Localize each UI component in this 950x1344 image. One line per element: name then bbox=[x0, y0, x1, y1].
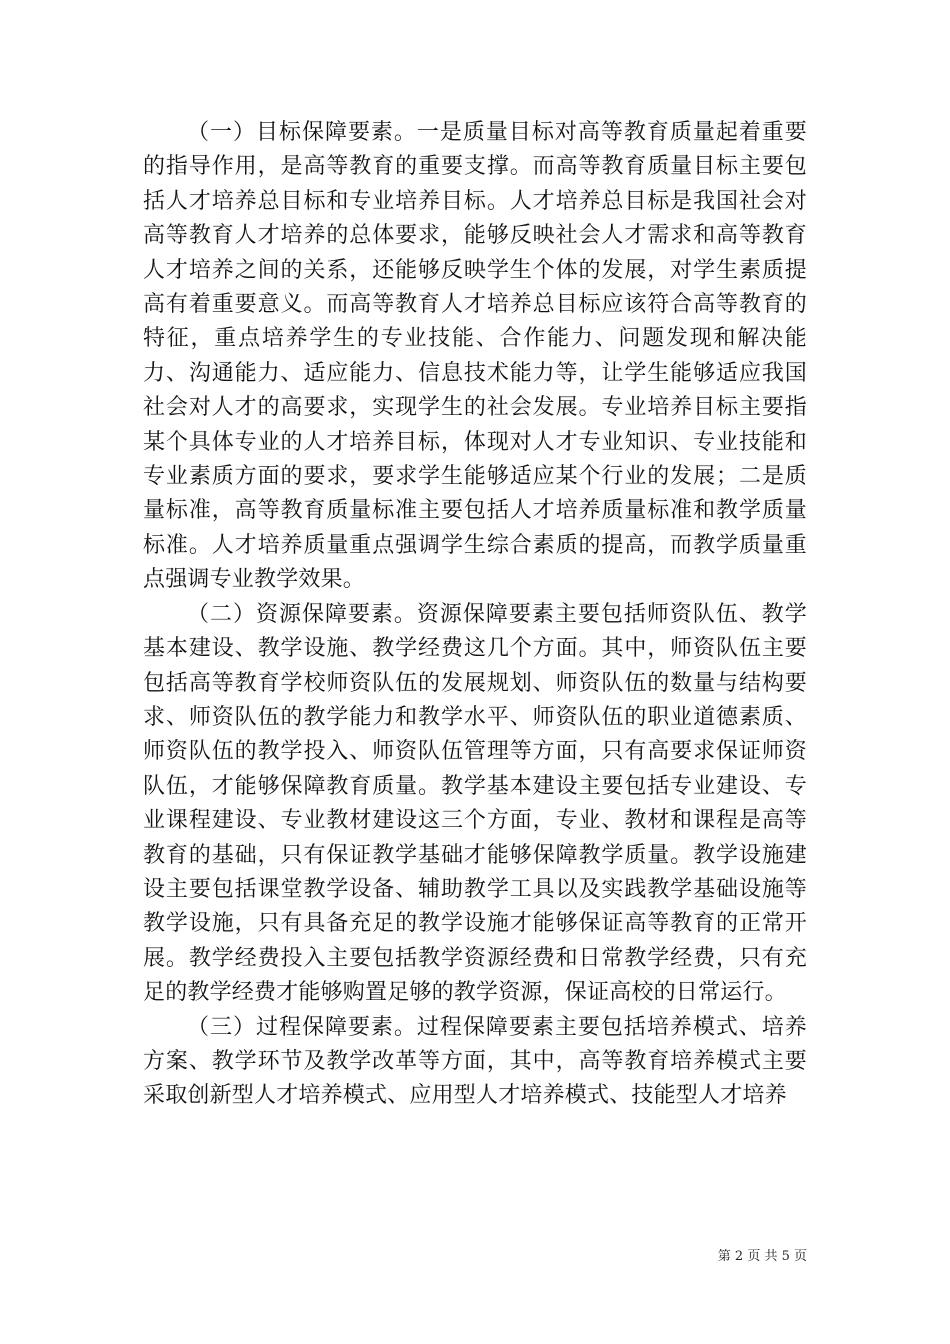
paragraph-resource-guarantee: （二）资源保障要素。资源保障要素主要包括师资队伍、教学基本建设、教学设施、教学经费这几个方面。其中，师资队伍主要包括高等教育学校师资队伍的发展规划、师资队伍的数量与结构要求、师资队伍的教学能力和教学水平、师资队伍的职业道德素质、师资队伍的教学投入、师资队伍管理等方面，只有高要求保证师资队伍，才能够保障教育质量。教学基本建设主要包括专业建设、专业课程建设、专业教材建设这三个方面，专业、教材和课程是高等教育的基础，只有保证教学基础才能够保障教学质量。教学设施建设主要包括课堂教学设备、辅助教学工具以及实践教学基础设施等教学设施，只有具备充足的教学设施才能够保证高等教育的正常开展。教学经费投入主要包括教学资源经费和日常教学经费，只有充足的教学经费才能够购置足够的教学资源，保证高校的日常运行。 bbox=[143, 601, 807, 1006]
page-number: 第 2 页 共 5 页 bbox=[717, 1249, 807, 1264]
document-body bbox=[143, 116, 807, 1114]
paragraph-process-guarantee: （三）过程保障要素。过程保障要素主要包括培养模式、培养方案、教学环节及教学改革等方面，其中，高等教育培养模式主要采取创新型人才培养模式、应用型人才培养模式、技能型人才培养 bbox=[143, 1014, 807, 1109]
paragraph-goal-guarantee: （一）目标保障要素。一是质量目标对高等教育质量起着重要的指导作用，是高等教育的重要支撑。而高等教育质量目标主要包括人才培养总目标和专业培养目标。人才培养总目标是我国社会对高等教育人才培养的总体要求，能够反映社会人才需求和高等教育人才培养之间的关系，还能够反映学生个体的发展，对学生素质提高有着重要意义。而高等教育人才培养总目标应该符合高等教育的特征，重点培养学生的专业技能、合作能力、问题发现和解决能力、沟通能力、适应能力、信息技术能力等，让学生能够适应我国社会对人才的高要求，实现学生的社会发展。专业培养目标主要指某个具体专业的人才培养目标，体现对人才专业知识、专业技能和专业素质方面的要求，要求学生能够适应某个行业的发展；二是质量标准，高等教育质量标准主要包括人才培养质量标准和教学质量标准。人才培养质量重点强调学生综合素质的提高，而教学质量重点强调专业教学效果。 bbox=[143, 120, 807, 593]
